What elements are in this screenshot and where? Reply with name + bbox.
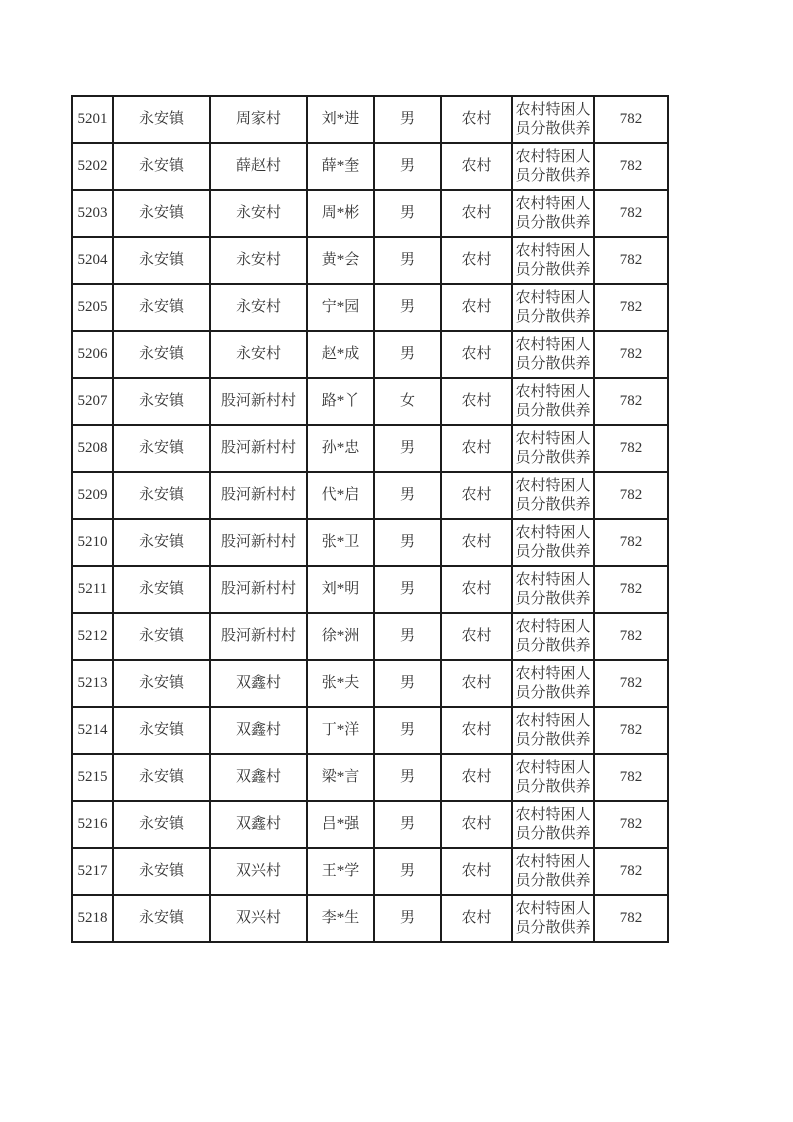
cell-town: 永安镇 xyxy=(113,331,210,378)
cell-category: 农村特困人员分散供养 xyxy=(512,801,594,848)
cell-amount: 782 xyxy=(594,143,668,190)
cell-area: 农村 xyxy=(441,331,512,378)
cell-id: 5201 xyxy=(72,96,113,143)
table-row xyxy=(72,566,668,613)
cell-gender: 男 xyxy=(374,801,441,848)
cell-area: 农村 xyxy=(441,566,512,613)
cell-town: 永安镇 xyxy=(113,96,210,143)
cell-area: 农村 xyxy=(441,519,512,566)
cell-amount: 782 xyxy=(594,660,668,707)
cell-town: 永安镇 xyxy=(113,660,210,707)
cell-gender: 男 xyxy=(374,284,441,331)
cell-village: 股河新村村 xyxy=(210,472,307,519)
cell-category: 农村特困人员分散供养 xyxy=(512,96,594,143)
cell-name: 孙*忠 xyxy=(307,425,374,472)
cell-id: 5213 xyxy=(72,660,113,707)
table-row xyxy=(72,754,668,801)
cell-category: 农村特困人员分散供养 xyxy=(512,237,594,284)
cell-town: 永安镇 xyxy=(113,519,210,566)
cell-gender: 男 xyxy=(374,707,441,754)
cell-id: 5202 xyxy=(72,143,113,190)
cell-category: 农村特困人员分散供养 xyxy=(512,378,594,425)
table-body xyxy=(72,96,668,942)
cell-gender: 男 xyxy=(374,472,441,519)
cell-name: 张*夫 xyxy=(307,660,374,707)
cell-amount: 782 xyxy=(594,848,668,895)
cell-id: 5207 xyxy=(72,378,113,425)
cell-village: 股河新村村 xyxy=(210,425,307,472)
cell-area: 农村 xyxy=(441,613,512,660)
cell-category: 农村特困人员分散供养 xyxy=(512,190,594,237)
cell-category: 农村特困人员分散供养 xyxy=(512,331,594,378)
cell-area: 农村 xyxy=(441,472,512,519)
cell-name: 王*学 xyxy=(307,848,374,895)
cell-category: 农村特困人员分散供养 xyxy=(512,425,594,472)
cell-town: 永安镇 xyxy=(113,895,210,942)
table-row xyxy=(72,331,668,378)
cell-id: 5203 xyxy=(72,190,113,237)
table-row xyxy=(72,519,668,566)
cell-amount: 782 xyxy=(594,613,668,660)
cell-category: 农村特困人员分散供养 xyxy=(512,284,594,331)
cell-name: 刘*进 xyxy=(307,96,374,143)
cell-town: 永安镇 xyxy=(113,848,210,895)
cell-village: 股河新村村 xyxy=(210,378,307,425)
cell-id: 5218 xyxy=(72,895,113,942)
table-row xyxy=(72,848,668,895)
cell-name: 路*丫 xyxy=(307,378,374,425)
cell-name: 张*卫 xyxy=(307,519,374,566)
cell-gender: 男 xyxy=(374,566,441,613)
cell-id: 5211 xyxy=(72,566,113,613)
table-row xyxy=(72,237,668,284)
cell-id: 5212 xyxy=(72,613,113,660)
cell-id: 5208 xyxy=(72,425,113,472)
cell-town: 永安镇 xyxy=(113,754,210,801)
table-row xyxy=(72,190,668,237)
cell-area: 农村 xyxy=(441,190,512,237)
cell-name: 黄*会 xyxy=(307,237,374,284)
cell-town: 永安镇 xyxy=(113,190,210,237)
table-row xyxy=(72,707,668,754)
cell-area: 农村 xyxy=(441,284,512,331)
cell-amount: 782 xyxy=(594,472,668,519)
cell-id: 5217 xyxy=(72,848,113,895)
cell-name: 刘*明 xyxy=(307,566,374,613)
cell-town: 永安镇 xyxy=(113,378,210,425)
cell-id: 5214 xyxy=(72,707,113,754)
cell-gender: 男 xyxy=(374,895,441,942)
cell-village: 永安村 xyxy=(210,284,307,331)
cell-village: 永安村 xyxy=(210,190,307,237)
cell-name: 梁*言 xyxy=(307,754,374,801)
table-row xyxy=(72,96,668,143)
cell-id: 5215 xyxy=(72,754,113,801)
cell-town: 永安镇 xyxy=(113,707,210,754)
cell-village: 永安村 xyxy=(210,331,307,378)
cell-id: 5205 xyxy=(72,284,113,331)
cell-amount: 782 xyxy=(594,378,668,425)
cell-name: 吕*强 xyxy=(307,801,374,848)
cell-gender: 男 xyxy=(374,754,441,801)
table-row xyxy=(72,801,668,848)
cell-gender: 男 xyxy=(374,519,441,566)
cell-gender: 女 xyxy=(374,378,441,425)
cell-village: 股河新村村 xyxy=(210,566,307,613)
table-row xyxy=(72,613,668,660)
cell-village: 薛赵村 xyxy=(210,143,307,190)
table-row xyxy=(72,143,668,190)
cell-gender: 男 xyxy=(374,660,441,707)
cell-name: 薛*奎 xyxy=(307,143,374,190)
cell-area: 农村 xyxy=(441,707,512,754)
cell-village: 双兴村 xyxy=(210,848,307,895)
cell-town: 永安镇 xyxy=(113,801,210,848)
cell-area: 农村 xyxy=(441,425,512,472)
cell-name: 徐*洲 xyxy=(307,613,374,660)
cell-village: 双兴村 xyxy=(210,895,307,942)
cell-area: 农村 xyxy=(441,237,512,284)
cell-area: 农村 xyxy=(441,378,512,425)
cell-name: 周*彬 xyxy=(307,190,374,237)
cell-category: 农村特困人员分散供养 xyxy=(512,707,594,754)
cell-amount: 782 xyxy=(594,237,668,284)
cell-village: 股河新村村 xyxy=(210,519,307,566)
cell-category: 农村特困人员分散供养 xyxy=(512,660,594,707)
cell-area: 农村 xyxy=(441,754,512,801)
cell-gender: 男 xyxy=(374,613,441,660)
cell-category: 农村特困人员分散供养 xyxy=(512,895,594,942)
cell-village: 周家村 xyxy=(210,96,307,143)
cell-village: 永安村 xyxy=(210,237,307,284)
cell-area: 农村 xyxy=(441,895,512,942)
cell-category: 农村特困人员分散供养 xyxy=(512,754,594,801)
cell-village: 双鑫村 xyxy=(210,754,307,801)
cell-amount: 782 xyxy=(594,190,668,237)
cell-area: 农村 xyxy=(441,96,512,143)
cell-gender: 男 xyxy=(374,96,441,143)
cell-amount: 782 xyxy=(594,425,668,472)
records-table xyxy=(71,95,669,943)
cell-amount: 782 xyxy=(594,284,668,331)
cell-id: 5204 xyxy=(72,237,113,284)
table-row xyxy=(72,472,668,519)
table-row xyxy=(72,895,668,942)
cell-name: 代*启 xyxy=(307,472,374,519)
cell-name: 丁*洋 xyxy=(307,707,374,754)
cell-amount: 782 xyxy=(594,331,668,378)
cell-town: 永安镇 xyxy=(113,237,210,284)
table-row xyxy=(72,284,668,331)
cell-area: 农村 xyxy=(441,143,512,190)
cell-town: 永安镇 xyxy=(113,143,210,190)
cell-amount: 782 xyxy=(594,801,668,848)
cell-name: 赵*成 xyxy=(307,331,374,378)
cell-category: 农村特困人员分散供养 xyxy=(512,472,594,519)
cell-category: 农村特困人员分散供养 xyxy=(512,519,594,566)
cell-category: 农村特困人员分散供养 xyxy=(512,848,594,895)
table-row xyxy=(72,425,668,472)
cell-gender: 男 xyxy=(374,143,441,190)
cell-id: 5216 xyxy=(72,801,113,848)
cell-name: 李*生 xyxy=(307,895,374,942)
cell-category: 农村特困人员分散供养 xyxy=(512,143,594,190)
cell-gender: 男 xyxy=(374,848,441,895)
table-row xyxy=(72,378,668,425)
cell-name: 宁*园 xyxy=(307,284,374,331)
cell-category: 农村特困人员分散供养 xyxy=(512,613,594,660)
table-row xyxy=(72,660,668,707)
cell-id: 5206 xyxy=(72,331,113,378)
cell-amount: 782 xyxy=(594,96,668,143)
cell-category: 农村特困人员分散供养 xyxy=(512,566,594,613)
cell-area: 农村 xyxy=(441,801,512,848)
cell-town: 永安镇 xyxy=(113,472,210,519)
cell-gender: 男 xyxy=(374,425,441,472)
cell-amount: 782 xyxy=(594,519,668,566)
cell-gender: 男 xyxy=(374,331,441,378)
cell-amount: 782 xyxy=(594,566,668,613)
cell-amount: 782 xyxy=(594,707,668,754)
cell-gender: 男 xyxy=(374,237,441,284)
cell-amount: 782 xyxy=(594,754,668,801)
cell-village: 股河新村村 xyxy=(210,613,307,660)
cell-village: 双鑫村 xyxy=(210,660,307,707)
cell-gender: 男 xyxy=(374,190,441,237)
cell-town: 永安镇 xyxy=(113,425,210,472)
cell-town: 永安镇 xyxy=(113,566,210,613)
cell-town: 永安镇 xyxy=(113,284,210,331)
cell-id: 5209 xyxy=(72,472,113,519)
cell-village: 双鑫村 xyxy=(210,707,307,754)
cell-village: 双鑫村 xyxy=(210,801,307,848)
cell-id: 5210 xyxy=(72,519,113,566)
cell-town: 永安镇 xyxy=(113,613,210,660)
cell-area: 农村 xyxy=(441,848,512,895)
cell-amount: 782 xyxy=(594,895,668,942)
cell-area: 农村 xyxy=(441,660,512,707)
